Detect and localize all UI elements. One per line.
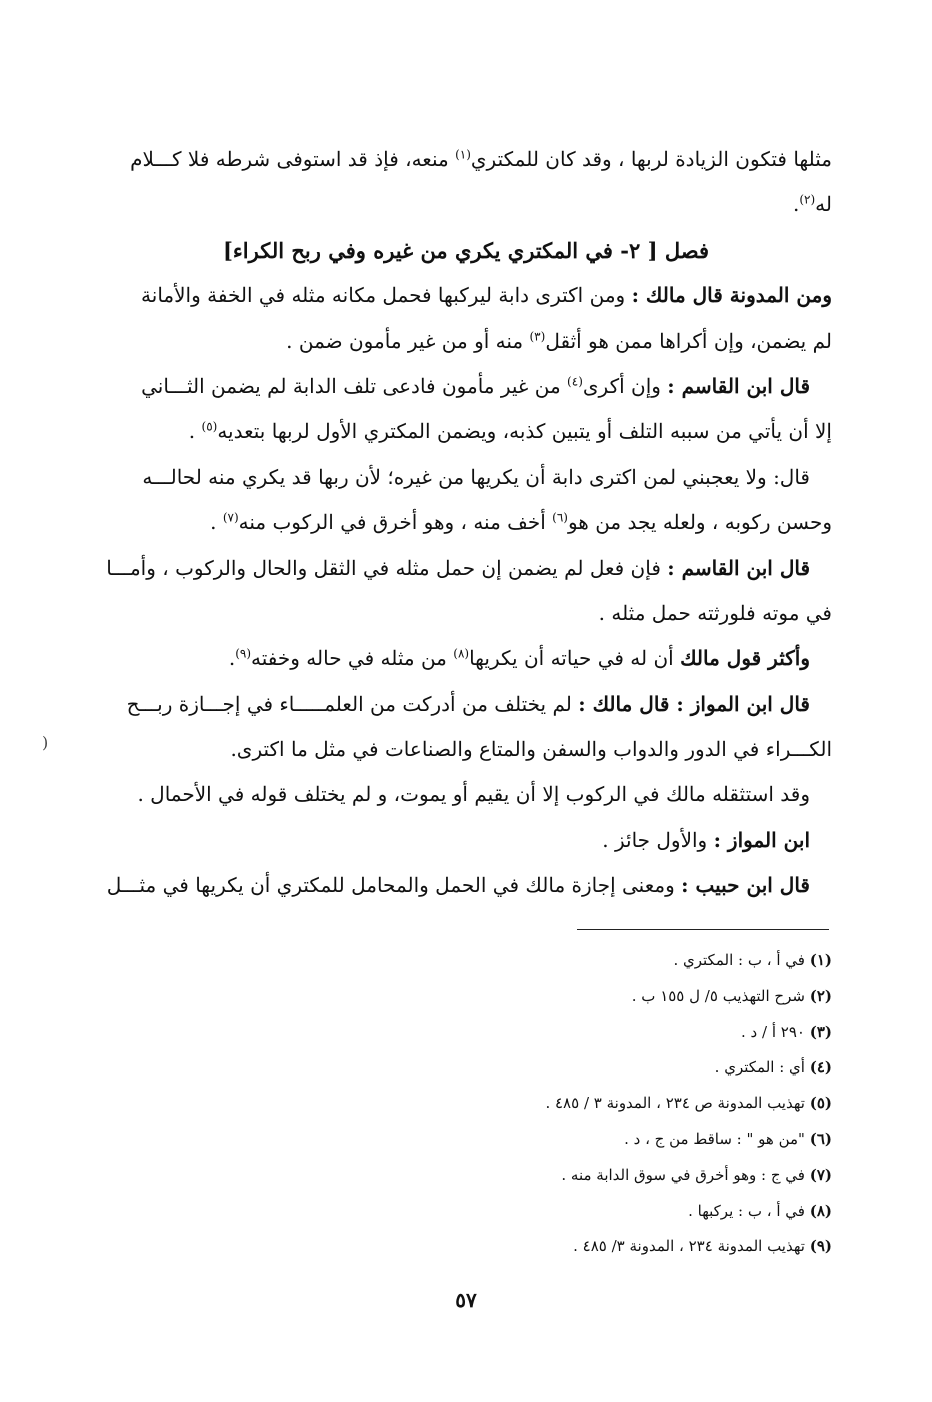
text-line bbox=[100, 818, 832, 863]
footnote-number: (١) bbox=[809, 951, 832, 969]
text-segment: من مثله في حاله وخفته bbox=[251, 646, 454, 671]
footnote-text: "من هو " : ساقط من ج ، د . bbox=[624, 1129, 810, 1148]
footnote-text: تهذيب المدونة ٢٣٤ ، المدونة ٣/ ٤٨٥ . bbox=[573, 1237, 810, 1256]
footnote-ref: (٩) bbox=[235, 646, 252, 661]
footnote bbox=[200, 1050, 832, 1086]
text-line bbox=[100, 182, 832, 227]
margin-mark: ( bbox=[42, 733, 49, 752]
paragraph-lead: قال ابن القاسم : bbox=[667, 373, 810, 398]
text-line bbox=[100, 682, 832, 727]
text-line bbox=[100, 319, 832, 364]
footnote bbox=[200, 1015, 832, 1051]
footnote-text: أي : المكتري . bbox=[714, 1058, 810, 1077]
footnote-text: في أ ، ب : يركبها . bbox=[688, 1201, 810, 1220]
footnote-text: ٢٩٠ أ / د . bbox=[741, 1022, 810, 1041]
footnote bbox=[200, 1158, 832, 1194]
footnote-divider bbox=[577, 929, 829, 930]
text-segment: . bbox=[228, 646, 236, 671]
text-segment: والأول جائز . bbox=[602, 827, 714, 852]
main-text bbox=[100, 137, 832, 909]
footnote-number: (٢) bbox=[809, 986, 832, 1005]
footnote-number: (٨) bbox=[809, 1201, 832, 1220]
text-segment: له bbox=[815, 192, 832, 217]
footnote-number: (٣) bbox=[809, 1022, 832, 1041]
text-segment: منه أو من غير مأمون ضمن . bbox=[286, 328, 530, 353]
footnote-ref: (٥) bbox=[201, 419, 218, 434]
text-line: قال: ولا يعجبني لمن اكترى دابة أن يكريها من غيره؛ لأن ربها قد يكري منه لحالـــه bbox=[142, 464, 810, 489]
text-segment: . bbox=[792, 192, 800, 217]
text-segment: . bbox=[188, 419, 202, 444]
footnote-text: في أ ، ب : المكتري . bbox=[673, 951, 810, 969]
text-segment: ومعنى إجازة مالك في الحمل والمحامل للمكتري أن يكريها في مثـــل bbox=[106, 873, 682, 898]
text-line bbox=[100, 409, 832, 454]
text-segment: منعه، فإذ قد استوفى شرطه فلا كـــلام bbox=[130, 147, 456, 171]
footnote bbox=[200, 1122, 832, 1158]
text-segment: ومن اكترى دابة ليركبها فحمل مكانه مثله في الخفة والأمانة bbox=[141, 283, 632, 308]
footnote-ref: (٢) bbox=[799, 192, 816, 207]
footnotes bbox=[200, 943, 832, 1265]
footnote bbox=[200, 943, 832, 979]
footnote bbox=[200, 1194, 832, 1230]
text-line: في موته فلورثته حمل مثله . bbox=[598, 600, 832, 625]
footnote-number: (٩) bbox=[809, 1237, 832, 1256]
footnote bbox=[200, 1086, 832, 1122]
footnote-ref: (٧) bbox=[222, 510, 239, 525]
footnote-text: في ج : وهو أخرق في سوق الدابة منه . bbox=[561, 1165, 810, 1184]
footnote-ref: (١) bbox=[455, 147, 471, 162]
text-line bbox=[100, 273, 832, 318]
section-heading: فصل [ ٢- في المكتري يكري من غيره وفي ربح الكراء] bbox=[223, 237, 709, 263]
text-line bbox=[100, 863, 832, 908]
footnote-text: تهذيب المدونة ص ٢٣٤ ، المدونة ٣ / ٤٨٥ . bbox=[545, 1094, 810, 1113]
footnote-number: (٤) bbox=[809, 1058, 832, 1077]
paragraph-lead: قال ابن حبيب : bbox=[681, 873, 810, 898]
text-segment: لم يختلف من أدركت من العلمـــــاء في إجـــازة ربـــح bbox=[126, 691, 579, 716]
text-segment: إلا أن يأتي من سببه التلف أو يتبين كذبه، ويضمن المكتري الأول لربها بتعديه bbox=[217, 419, 832, 444]
text-segment: . bbox=[210, 510, 223, 535]
paragraph-lead: وأكثر قول مالك bbox=[680, 646, 810, 671]
page-number: ٥٧ bbox=[455, 1288, 477, 1312]
footnote-text: شرح التهذيب ٥/ ل ١٥٥ ب . bbox=[631, 986, 810, 1005]
paragraph-lead: قال ابن القاسم : bbox=[667, 555, 810, 580]
text-segment: وإن أكرى bbox=[582, 373, 668, 398]
footnote-ref: (٤) bbox=[567, 374, 583, 389]
paragraph-lead: قال ابن المواز : قال مالك : bbox=[578, 691, 810, 716]
text-line bbox=[100, 364, 832, 409]
text-segment: أن له في حياته أن يكريها bbox=[469, 646, 681, 671]
footnote-ref: (٨) bbox=[453, 646, 470, 661]
text-segment: مثلها فتكون الزيادة لربها ، وقد كان للمكتري bbox=[470, 147, 832, 171]
paragraph-lead: ومن المدونة قال مالك : bbox=[631, 283, 832, 308]
text-line: الكـــراء في الدور والدواب والسفن والمتاع والصناعات في مثل ما اكترى. bbox=[230, 737, 832, 762]
text-segment: أخف منه ، وهو أخرق في الركوب منه bbox=[238, 510, 553, 535]
footnote-ref: (٣) bbox=[529, 328, 546, 343]
text-segment: فإن فعل لم يضمن إن حمل مثله في الثقل والحال والركوب ، وأمـــا bbox=[106, 555, 668, 580]
footnote bbox=[200, 979, 832, 1015]
text-line bbox=[100, 500, 832, 545]
footnote-number: (٧) bbox=[809, 1165, 832, 1184]
footnote-ref: (٦) bbox=[552, 510, 568, 525]
text-line bbox=[100, 546, 832, 591]
text-line bbox=[100, 137, 832, 182]
text-line bbox=[100, 636, 832, 681]
text-segment: وحسن ركوبه ، ولعله يجد من هو bbox=[567, 510, 832, 535]
footnote-number: (٥) bbox=[809, 1094, 832, 1113]
paragraph-lead: ابن المواز : bbox=[713, 827, 810, 852]
text-segment: لم يضمن، وإن أكراها ممن هو أثقل bbox=[545, 328, 832, 353]
text-line: وقد استثقله مالك في الركوب إلا أن يقيم أو يموت، و لم يختلف قوله في الأحمال . bbox=[137, 782, 810, 807]
footnote bbox=[200, 1229, 832, 1265]
footnote-number: (٦) bbox=[809, 1129, 832, 1148]
text-segment: من غير مأمون فادعى تلف الدابة لم يضمن الثـــاني bbox=[141, 373, 568, 398]
